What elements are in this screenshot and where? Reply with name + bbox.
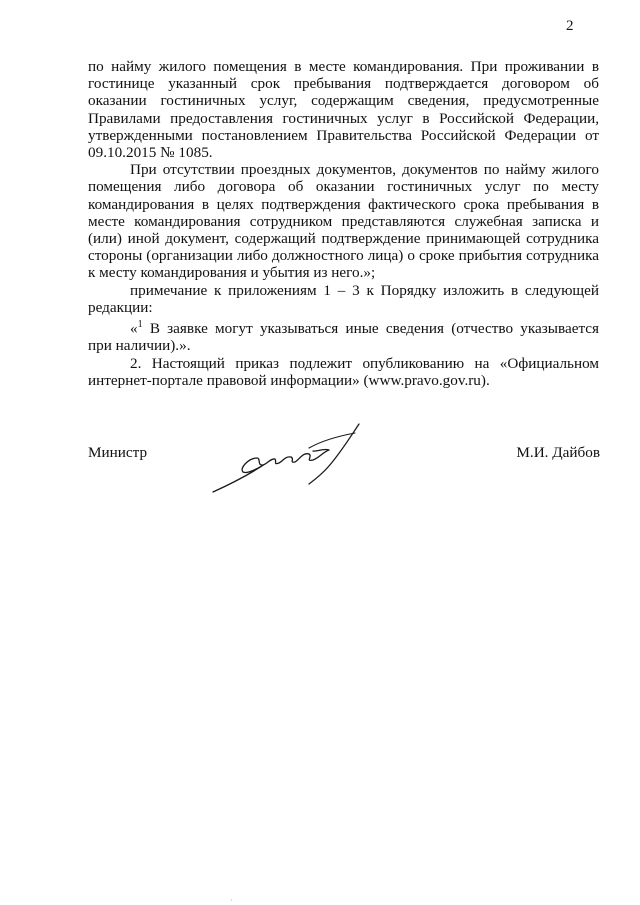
document-body <box>88 58 599 389</box>
paragraph-missing-documents: При отсутствии проездных документов, документов по найму жилого помещения либо договора об оказании гостиничных услуг по месту командирования в целях подтверждения фактического срока пребывания в месте командирования сотрудником представляются служебная записка и (или) иной документ, содержащий подтверждение принимающей сотрудника стороны (организации либо должностного лица) о сроке прибытия сотрудника к месту командирования и убытия из него.»; <box>88 161 599 282</box>
footer-mark: · <box>230 896 233 905</box>
signer-title: Министр <box>88 444 148 461</box>
note-footnote-mark: 1 <box>137 319 143 331</box>
page-number: 2 <box>566 18 574 34</box>
handwritten-signature <box>205 418 365 498</box>
note-body: В заявке могут указываться иные сведения (отчество указывается при наличии).». <box>88 320 599 355</box>
paragraph-note-text <box>88 316 599 354</box>
paragraph-note-amendment: примечание к приложениям 1 – 3 к Порядку изложить в следующей редакции: <box>88 281 599 316</box>
paragraph-publication: 2. Настоящий приказ подлежит опубликованию на «Официальном интернет-портале правовой информации» (www.pravo.gov.ru). <box>88 354 599 389</box>
signer-name: М.И. Дайбов <box>516 444 600 461</box>
paragraph-continuation: по найму жилого помещения в месте командирования. При проживании в гостинице указанный срок пребывания подтверждается договором об оказании гостиничных услуг, содержащим сведения, предусмотренные Правилами предоставления гостиничных услуг в Российской Федерации, утвержденными постановлением Правительства Российской Федерации от 09.10.2015 № 1085. <box>88 58 599 162</box>
note-open-quote: « <box>130 320 138 338</box>
